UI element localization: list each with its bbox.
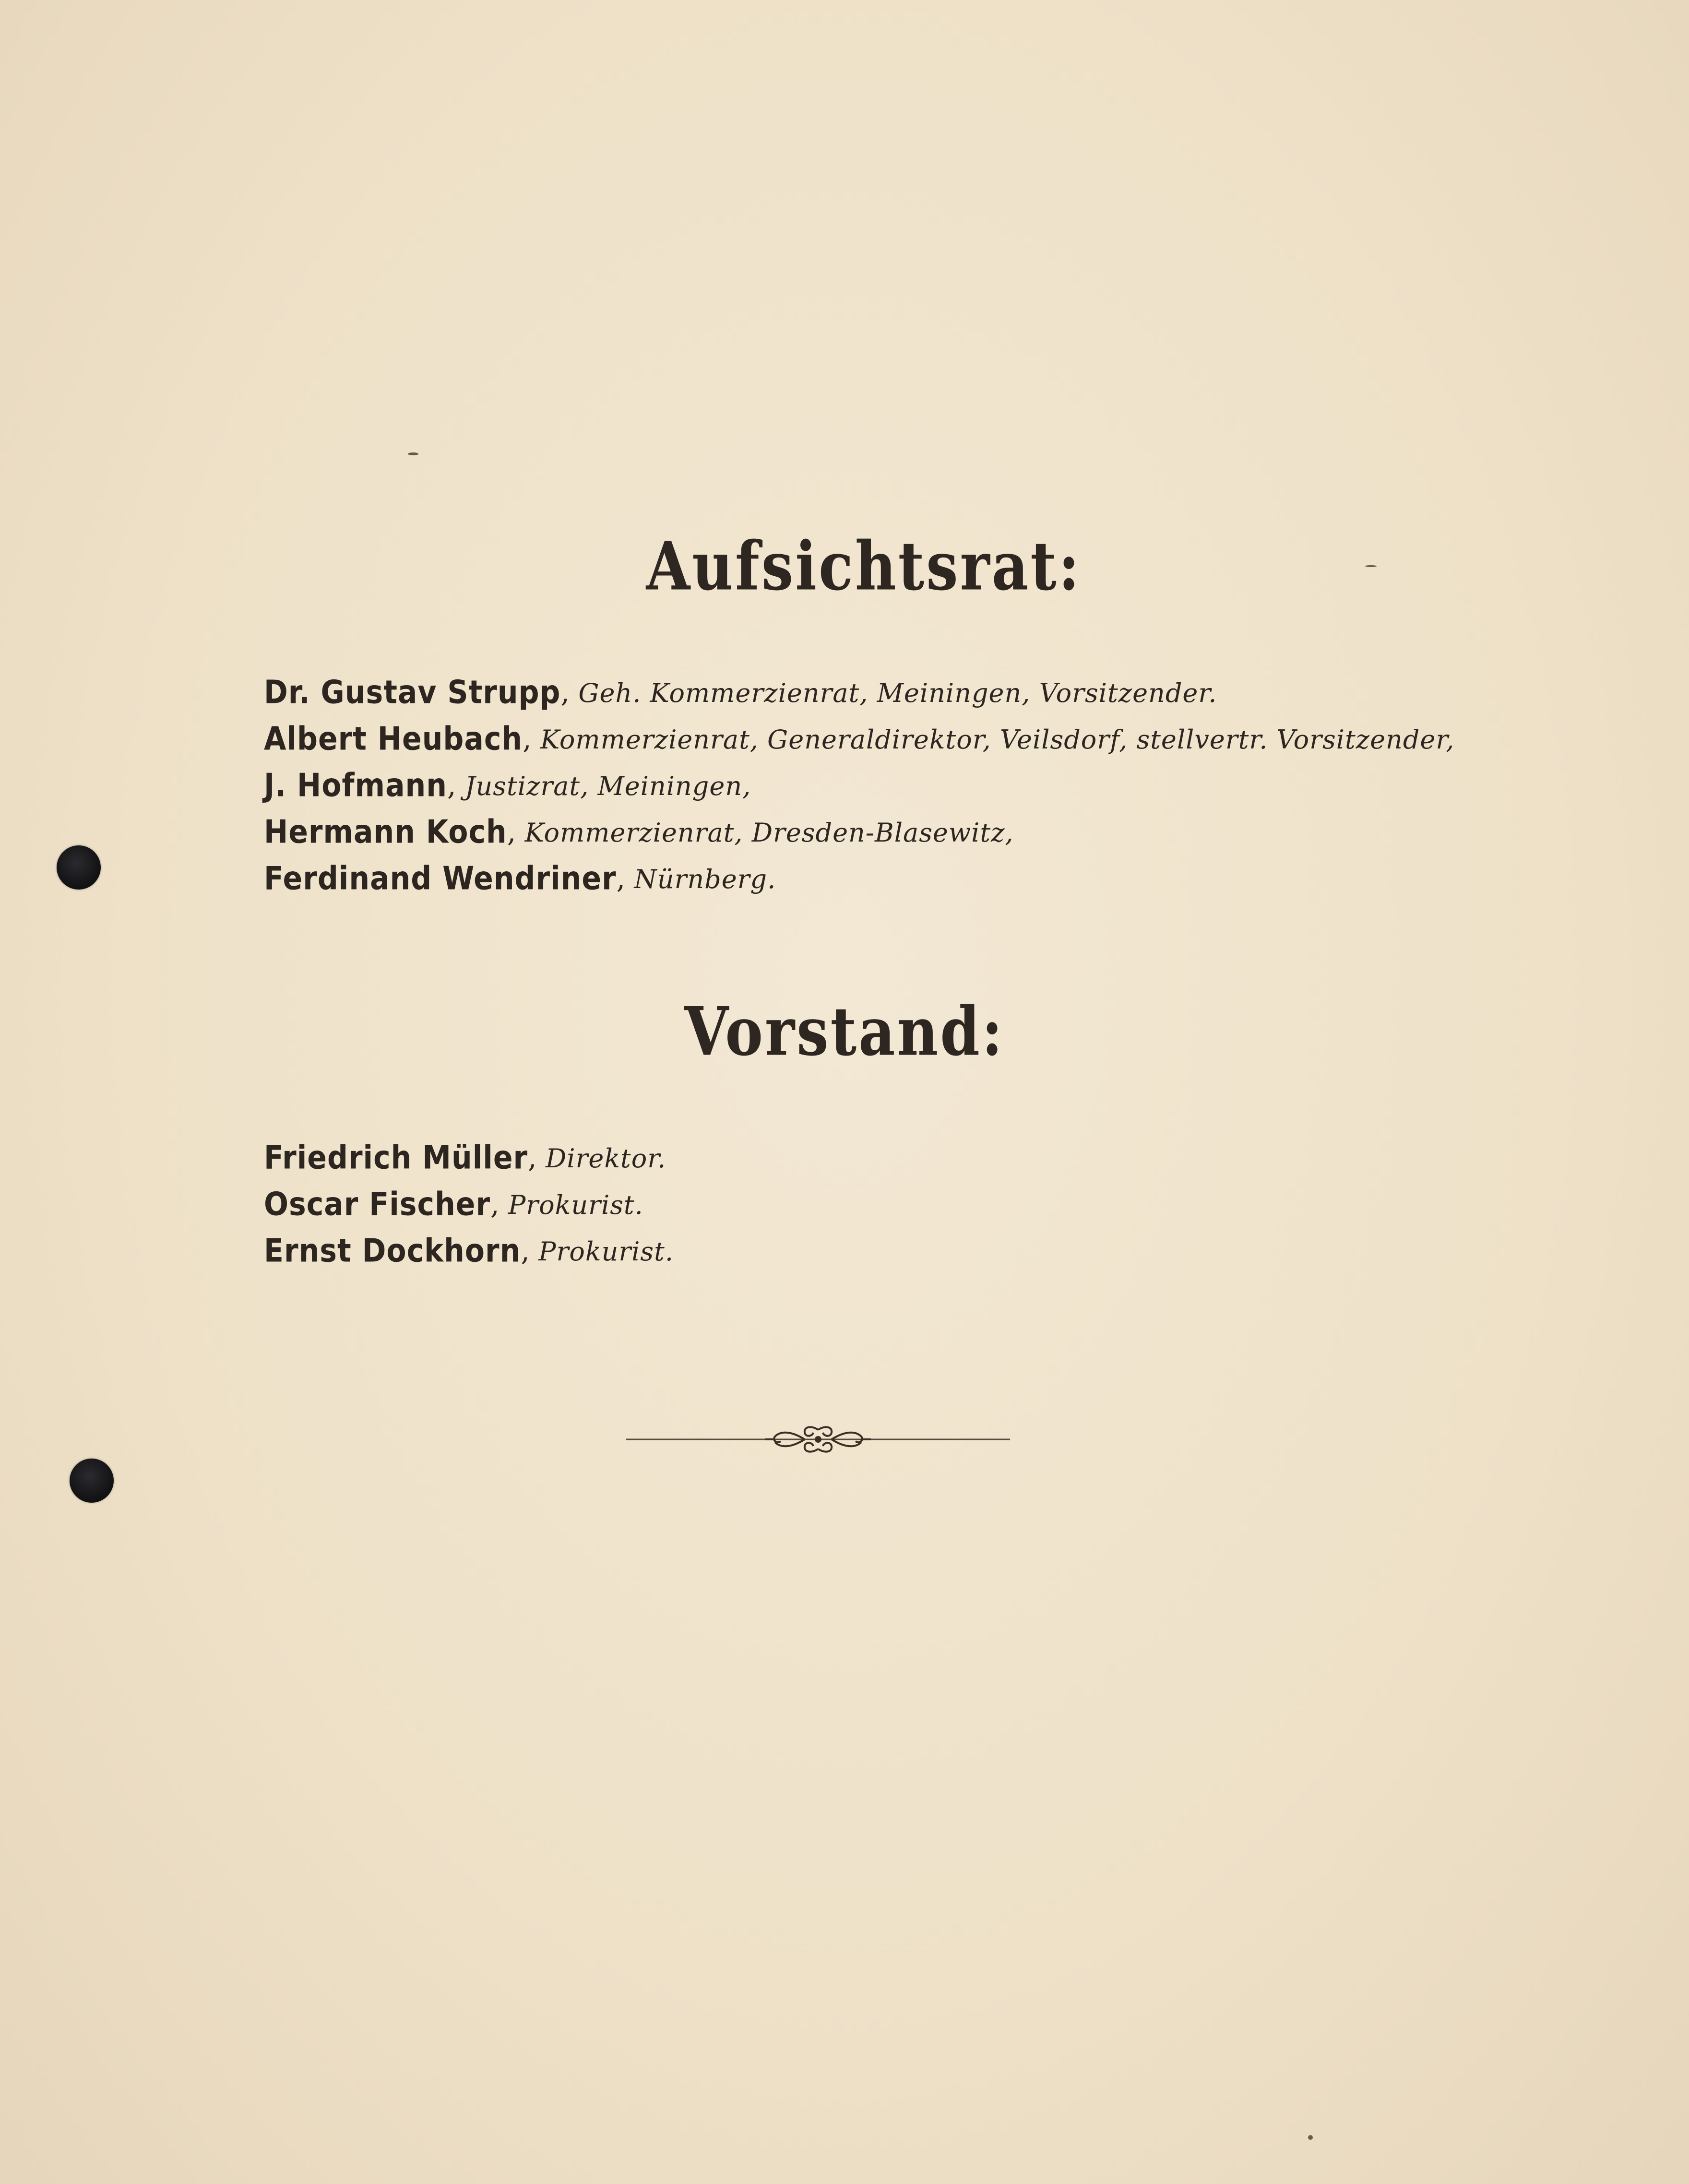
member-details: Kommerzienrat, Dresden-Blasewitz,: [524, 818, 1014, 848]
member-name: Ferdinand Wendriner: [264, 859, 617, 898]
list-item: Albert Heubach, Kommerzienrat, Generaldirektor, Veilsdorf, stellvertr. Vorsitzender,: [264, 716, 1454, 762]
punch-hole-bottom: [70, 1459, 114, 1503]
list-item: Hermann Koch, Kommerzienrat, Dresden-Blasewitz,: [264, 809, 1454, 855]
management-board-list: [264, 1135, 674, 1274]
supervisory-board-heading: Aufsichtsrat:: [646, 526, 1082, 605]
member-name: Hermann Koch: [264, 813, 507, 851]
punch-hole-top: [57, 845, 101, 890]
list-item: Friedrich Müller, Direktor.: [264, 1135, 674, 1181]
member-details: Geh. Kommerzienrat, Meiningen, Vorsitzender.: [578, 678, 1217, 708]
member-details: Justizrat, Meiningen,: [464, 771, 751, 801]
member-details: Nürnberg.: [634, 864, 776, 894]
member-name: Dr. Gustav Strupp: [264, 673, 561, 712]
member-name: J. Hofmann: [264, 766, 447, 805]
member-name: Oscar Fischer: [264, 1185, 491, 1223]
decorative-ornament-icon: [626, 1420, 1010, 1459]
member-details: Direktor.: [546, 1143, 666, 1174]
ink-speck: [408, 452, 418, 455]
management-board-heading: Vorstand:: [684, 992, 1005, 1071]
member-name: Albert Heubach: [264, 720, 523, 758]
member-details: Kommerzienrat, Generaldirektor, Veilsdorf, stellvertr. Vorsitzender,: [540, 724, 1455, 755]
member-details: Prokurist.: [508, 1190, 643, 1220]
supervisory-board-list: [264, 669, 1454, 902]
ink-speck: [1308, 2135, 1313, 2140]
list-item: Oscar Fischer, Prokurist.: [264, 1181, 674, 1228]
member-name: Friedrich Müller: [264, 1139, 528, 1177]
list-item: Ferdinand Wendriner, Nürnberg.: [264, 855, 1454, 902]
list-item: J. Hofmann, Justizrat, Meiningen,: [264, 762, 1454, 809]
list-item: Ernst Dockhorn, Prokurist.: [264, 1228, 674, 1274]
member-details: Prokurist.: [538, 1236, 674, 1267]
member-name: Ernst Dockhorn: [264, 1232, 521, 1270]
list-item: Dr. Gustav Strupp, Geh. Kommerzienrat, Meiningen, Vorsitzender.: [264, 669, 1454, 716]
